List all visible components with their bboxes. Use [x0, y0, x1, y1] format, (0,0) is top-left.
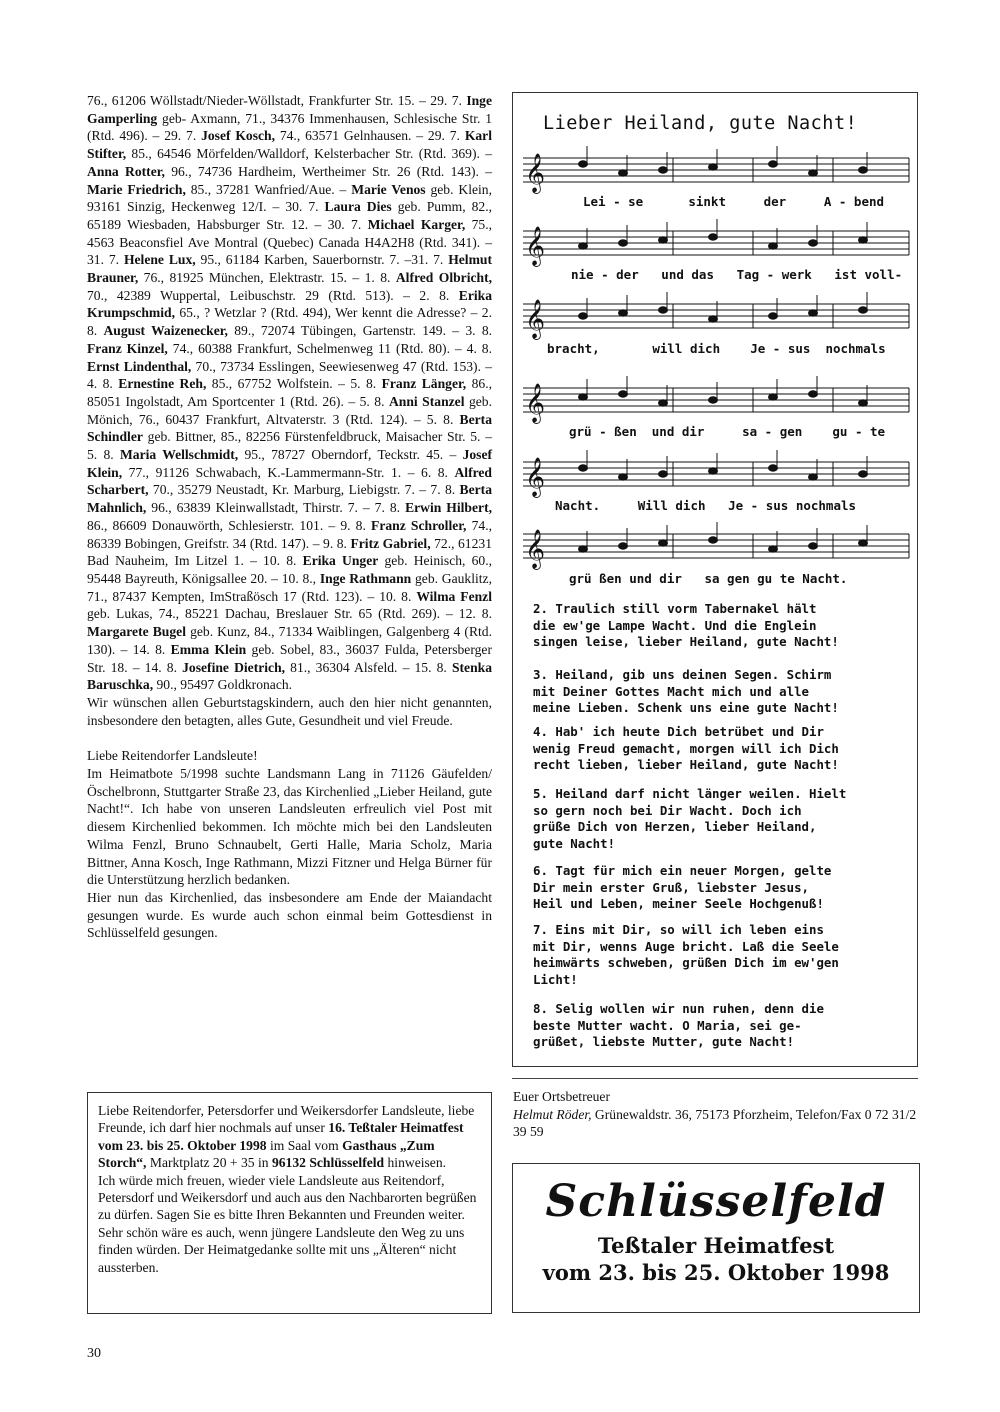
note-head [769, 161, 778, 167]
birthday-text: 74., 60388 Frankfurt, Schelmenweg 11 (Rtd. 80). – 4. 8. [167, 340, 492, 356]
birthday-bold: Marie Venos [351, 181, 426, 197]
birthday-text: 74., 86339 Bobingen, Greifstr. 34 (Rtd. 147). – 9. 8. [87, 517, 493, 551]
birthday-text: geb. Pumm, 82., 65189 Wiesbaden, Habsburger Str. 12. – 30. 7. [87, 199, 493, 232]
treble-clef-icon: 𝄞 [525, 228, 546, 265]
invitation-paragraph-2: Ich würde mich freuen, wieder viele Landsleute aus Reitendorf, Petersdorf und Weikersdorf und auch aus den Nachbarorten begrüßen zu dürfen. Sagen Sie es bitte Ihren Bekannten und Freunden weiter. Sehr schön wäre es auch, wenn jüngere Landsleute den Weg zu uns finden würden. Der Heimatgedanke sollte mit uns „Älteren“ nicht aussterben. [98, 1172, 477, 1275]
birthday-bold: August Waizenecker, [103, 323, 228, 339]
note-head [769, 546, 778, 552]
birthday-bold: Marie Friedrich, [87, 181, 186, 197]
birthday-bold: Alfred Scharbert, [87, 464, 492, 498]
verse-7: 7. Eins mit Dir, so will ich leben eins mit Dir, wenns Auge bricht. Laß die Seele heimwärts schweben, grüßen Dich im ew'gen Licht! [533, 922, 839, 987]
song-title: Lieber Heiland, gute Nacht! [543, 113, 858, 134]
birthday-text: 96., 63839 Kleinwallstadt, Thirstr. 7. – 7. 8. [146, 500, 406, 516]
note-head [579, 161, 588, 167]
signature-address: Grünewaldstr. 36, 75173 Pforzheim, Telefon/Fax 0 72 31/2 39 59 [513, 1106, 917, 1140]
birthday-text: 89., 72074 Tübingen, Gartenstr. 149. – 3. 8. [227, 323, 493, 339]
birthday-bold: Margarete Bugel [87, 624, 186, 640]
birthday-text: geb. Heinisch, 60., 95448 Bayreuth, Königsallee 20. – 10. 8., [87, 553, 492, 586]
birthday-text: 70., 42389 Wuppertal, Leibuschstr. 29 (Rtd. 513). – 2. 8. [87, 287, 459, 303]
birthday-column [87, 92, 492, 942]
note-head [619, 240, 628, 246]
lyric-line-5: Nacht. Will dich Je - sus nochmals [555, 498, 857, 513]
birthday-text: geb- Axmann, 71., 34376 Immenhausen, Schlesische Str. 1 (Rtd. 496). – 29. 7. [87, 110, 492, 144]
birthday-bold: Karl Stifter, [87, 128, 492, 162]
birthday-text: 90., 95497 Goldkronach. [153, 677, 293, 693]
birthday-bold: Anna Rotter, [87, 163, 165, 179]
birthday-text: geb. Bittner, 85., 82256 Fürstenfeldbruck, Maisacher Str. 5. – 5. 8. [87, 429, 492, 463]
letter-paragraph-2: Hier nun das Kirchenlied, das insbesondere am Ende der Maiandacht gesungen wurde. Es wurde auch schon einmal beim Gottesdienst in Schlüsselfeld gesungen. [87, 889, 492, 941]
birthday-bold: Franz Kinzel, [87, 340, 168, 356]
invitation-paragraph-1 [98, 1102, 481, 1172]
banner-line-1: Teßtaler Heimatfest [597, 1233, 835, 1258]
verse-3: 3. Heiland, gib uns deinen Segen. Schirm mit Deiner Gottes Macht mich und alle meine Lieben. Schenk uns eine gute Nacht! [533, 667, 839, 716]
invitation-bold: Gasthaus „Zum Storch“, [98, 1137, 435, 1171]
invitation-bold: 96132 Schlüsselfeld [271, 1155, 385, 1171]
birthday-bold: Inge Rathmann [319, 570, 412, 586]
song-sheet [512, 92, 918, 1067]
invitation-text: im Saal vom [266, 1137, 343, 1153]
note-head [579, 546, 588, 552]
verse-5: 5. Heiland darf nicht länger weilen. Hielt so gern noch bei Dir Wacht. Doch ich grüße Dich von Herzen, lieber Heiland, gute Nacht! [533, 786, 847, 851]
treble-clef-icon: 𝄞 [525, 385, 546, 422]
birthday-bold: Erwin Hilbert, [405, 500, 492, 516]
note-head [809, 310, 818, 316]
note-head [769, 313, 778, 319]
verse-6: 6. Tagt für mich ein neuer Morgen, gelte Dir mein erster Gruß, liebster Jesus, Heil und Leben, meiner Seele Hochgenuß! [533, 863, 832, 912]
note-head [859, 167, 868, 173]
verse-4: 4. Hab' ich heute Dich betrübet und Dir wenig Freud gemacht, morgen will ich Dich recht lieben, lieber Heiland, gute Nacht! [533, 724, 839, 773]
birthday-bold: Fritz Gabriel, [350, 535, 431, 551]
birthday-text: 95., 78727 Oberndorf, Teckstr. 45. – [238, 447, 463, 463]
lyric-line-2: nie - der und das Tag - werk ist voll- [571, 267, 903, 282]
birthday-text: 85., 67752 Wolfstein. – 5. 8. [206, 376, 382, 392]
birthday-bold: Ernestine Reh, [118, 376, 207, 392]
birthday-list [87, 92, 492, 694]
note-head [859, 237, 868, 243]
note-head [859, 400, 868, 406]
treble-clef-icon: 𝄞 [525, 301, 546, 338]
birthday-text: geb. Kunz, 84., 71334 Waiblingen, Galgenberg 4 (Rtd. 130). – 14. 8. [87, 624, 492, 657]
note-head [809, 170, 818, 176]
note-head [579, 465, 588, 471]
birthday-text: 81., 36304 Alsfeld. – 15. 8. [285, 659, 452, 675]
invitation-text: Marktplatz 20 + 35 in [146, 1155, 272, 1171]
invitation-text: hinweisen. [384, 1155, 447, 1171]
banner-line-2: vom 23. bis 25. Oktober 1998 [542, 1260, 890, 1285]
invitation-text: Liebe Reitendorfer, Petersdorfer und Weikersdorfer Landsleute, liebe Freunde, ich darf hier nochmals auf unser [98, 1103, 475, 1136]
birthday-bold: Erika Krumpschmid, [87, 287, 492, 321]
signature-closing: Euer Ortsbetreuer [513, 1089, 610, 1104]
festival-banner [512, 1163, 920, 1313]
note-head [809, 474, 818, 480]
note-head [809, 391, 818, 397]
birthday-bold: Laura Dies [324, 199, 392, 215]
invitation-bold: 16. Teßtaler Heimatfest vom 23. bis 25. Oktober 1998 [98, 1120, 464, 1153]
birthday-text: 85., 37281 Wanfried/Aue. – [185, 181, 352, 197]
birthday-text: geb. Sobel, 83., 36037 Fulda, Petersberger Str. 18. – 14. 8. [87, 641, 492, 675]
signature-divider [512, 1078, 918, 1079]
note-head [659, 307, 668, 313]
birthday-text: 86., 86609 Donauwörth, Schlesierstr. 101. – 9. 8. [87, 517, 372, 533]
lyric-line-3: bracht, will dich Je - sus nochmals [547, 341, 886, 356]
birthday-text: 65., ? Wetzlar ? (Rtd. 494), Wer kennt die Adresse? – 2. 8. [87, 305, 492, 339]
birthday-text: 76., 81925 München, Elektrastr. 15. – 1. 8. [138, 270, 396, 286]
birthday-bold: Berta Mahnlich, [87, 482, 492, 516]
banner-place: Schlüsselfeld [545, 1176, 887, 1227]
page-number: 30 [87, 1346, 101, 1361]
note-head [659, 540, 668, 546]
note-head [769, 394, 778, 400]
birthday-text: 74., 63571 Gelnhausen. – 29. 7. [275, 128, 465, 144]
note-head [619, 474, 628, 480]
note-head [659, 471, 668, 477]
birthday-wishes: Wir wünschen allen Geburtstagskindern, auch den hier nicht genannten, insbesondere den betagten, alles Gute, Gesundheit und viel Freude. [87, 694, 492, 728]
note-head [579, 394, 588, 400]
birthday-bold: Helmut Brauner, [87, 252, 492, 286]
birthday-bold: Josef Kosch, [201, 128, 275, 144]
lyric-line-6: grü ßen und dir sa gen gu te Nacht. [569, 571, 848, 586]
note-head [619, 391, 628, 397]
note-head [659, 167, 668, 173]
treble-clef-icon: 𝄞 [525, 531, 546, 568]
lyric-line-1: Lei - se sinkt der A - bend [583, 194, 885, 209]
lyric-line-4: grü - ßen und dir sa - gen gu - te [569, 424, 886, 439]
birthday-text: 77., 91126 Schwabach, K.-Lammermann-Str. 1. – 6. 8. [122, 464, 455, 480]
note-head [709, 537, 718, 543]
verse-2: 2. Traulich still vorm Tabernakel hält die ew'ge Lampe Wacht. Und die Englein singen leise, lieber Heiland, gute Nacht! [533, 601, 839, 650]
note-head [769, 465, 778, 471]
note-head [859, 471, 868, 477]
note-head [579, 243, 588, 249]
note-head [709, 164, 718, 170]
birthday-text: 85., 64546 Mörfelden/Walldorf, Kelsterbacher Str. (Rtd. 369). – [126, 146, 492, 162]
birthday-text: geb. Lukas, 74., 85221 Dachau, Breslauer Str. 65 (Rtd. 269). – 12. 8. [87, 606, 492, 622]
note-head [709, 316, 718, 322]
birthday-text: 95., 61184 Karben, Sauerbornstr. 7. –31. 7. [195, 252, 449, 268]
letter-salutation: Liebe Reitendorfer Landsleute! [87, 748, 258, 764]
note-head [809, 240, 818, 246]
birthday-text: 76., 61206 Wöllstadt/Nieder-Wöllstadt, Frankfurter Str. 15. – 29. 7. [87, 93, 467, 108]
note-head [619, 170, 628, 176]
note-head [769, 243, 778, 249]
birthday-bold: Maria Wellschmidt, [119, 447, 239, 463]
birthday-bold: Inge Gamperling [87, 93, 492, 126]
invitation-box [87, 1092, 492, 1314]
note-head [859, 540, 868, 546]
birthday-bold: Josef Klein, [87, 447, 493, 480]
note-head [659, 237, 668, 243]
birthday-bold: Anni Stanzel [388, 393, 465, 409]
note-head [709, 468, 718, 474]
birthday-text: 75., 4563 Beaconsfiel Ave Montral (Quebec) Canada H4A2H8 (Rtd. 341). – 31. 7. [87, 216, 493, 268]
treble-clef-icon: 𝄞 [525, 459, 546, 496]
note-head [659, 400, 668, 406]
birthday-text: 70., 73734 Esslingen, Seewiesenweg 47 (Rtd. 153). – 4. 8. [87, 358, 492, 392]
signature-contact [513, 1106, 923, 1141]
verse-8: 8. Selig wollen wir nun ruhen, denn die beste Mutter wacht. O Maria, sei ge- grüßet, liebste Mutter, gute Nacht! [533, 1001, 824, 1050]
birthday-bold: Josefine Dietrich, [182, 659, 286, 675]
birthday-text: geb. Mönich, 76., 60437 Frankfurt, Altvaterstr. 3 (Rtd. 124). – 5. 8. [87, 393, 492, 427]
birthday-text: geb. Gauklitz, 71., 87437 Kempten, ImStraßösch 17 (Rtd. 123). – 10. 8. [87, 570, 492, 604]
birthday-bold: Emma Klein [170, 641, 247, 657]
note-head [809, 543, 818, 549]
birthday-bold: Ernst Lindenthal, [87, 358, 192, 374]
birthday-text: 72., 61231 Bad Nauheim, Im Litzel 1. – 10. 8. [87, 535, 492, 569]
birthday-bold: Michael Karger, [367, 216, 466, 232]
birthday-text: 96., 74736 Hardheim, Wertheimer Str. 26 (Rtd. 143). – [164, 163, 492, 179]
birthday-text: 86., 85051 Ingolstadt, Am Sportcenter 1 (Rtd. 26). – 5. 8. [87, 376, 492, 409]
signature-block [513, 1088, 923, 1141]
birthday-bold: Franz Schroller, [371, 517, 467, 533]
birthday-text: 70., 35279 Neustadt, Kr. Marburg, Liebigstr. 7. – 7. 8. [148, 482, 460, 498]
birthday-bold: Wilma Fenzl [416, 588, 492, 604]
birthday-bold: Franz Länger, [381, 376, 467, 392]
note-head [709, 397, 718, 403]
birthday-bold: Erika Unger [302, 553, 379, 569]
birthday-bold: Alfred Olbricht, [395, 270, 493, 286]
note-head [619, 543, 628, 549]
treble-clef-icon: 𝄞 [525, 155, 546, 192]
note-head [619, 310, 628, 316]
note-head [859, 307, 868, 313]
birthday-bold: Helene Lux, [123, 252, 196, 268]
letter-paragraph-1: Im Heimatbote 5/1998 suchte Landsmann Lang in 71126 Gäufelden/Öschelbronn, Stuttgarter Straße 23, das Kirchenlied „Lieber Heiland, gute Nacht!“. Ich habe von unseren Landsleuten erfreulich viel Post mit diesem Kirchenlied bekommen. Ich möchte mich bei den Landsleuten Wilma Fenzl, Bruno Schnaubelt, Gerti Halle, Maria Scholz, Maria Bittner, Anna Kosch, Inge Rathmann, Mizzi Fitzner und Helga Bürner für die Unterstützung herzlich bedanken. [87, 766, 492, 888]
note-head [709, 234, 718, 240]
birthday-bold: Stenka Baruschka, [87, 659, 492, 693]
signature-name: Helmut Röder, [513, 1106, 592, 1122]
birthday-bold: Berta Schindler [87, 411, 492, 445]
birthday-text: geb. Klein, 93161 Sinzig, Heckenweg 12/I. – 30. 7. [87, 181, 492, 215]
note-head [579, 313, 588, 319]
